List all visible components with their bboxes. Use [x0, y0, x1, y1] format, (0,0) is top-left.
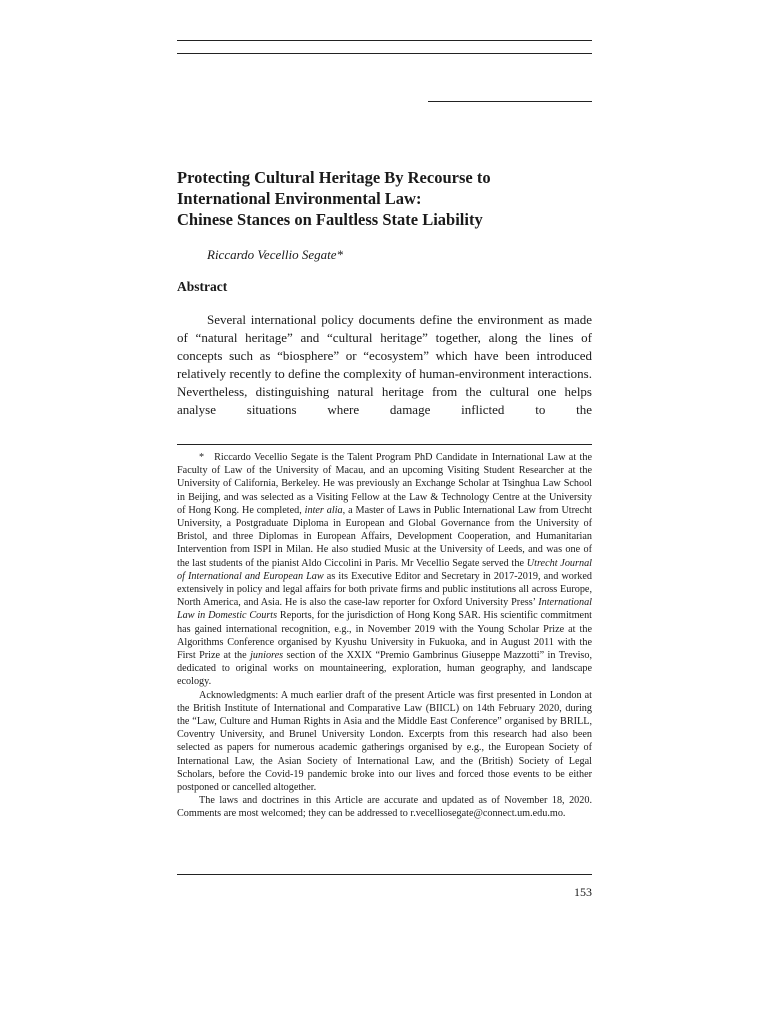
article-title-line-2: International Environmental Law:: [177, 189, 422, 208]
currency-note-footnote: The laws and doctrines in this Article are accurate and updated as of November 18, 2020. Comments are most welcomed; they can be addressed to r.vecelliosegate@connect.um.edu.mo.: [177, 795, 592, 820]
bio-italic-inter-alia: inter alia: [304, 504, 343, 516]
bio-italic-utrecht-journal: Utrecht Journal of International and European Law: [177, 557, 593, 582]
footnotes: [177, 451, 592, 821]
bio-text-4: Reports, for the jurisdiction of Hong Kong SAR. His scientific commitment has gained international recognition, e.g., in November 2019 with the Young Scholar Prize at the Algorithms Conference organised by Kyushu University in Fukuoka, and in August 2011 with the First Prize at the: [177, 610, 592, 662]
article-title: [177, 167, 592, 230]
footnote-marker: *: [199, 452, 205, 463]
footer-rule: [177, 874, 592, 875]
header-rule-top: [177, 40, 592, 41]
author-bio-footnote: [177, 451, 592, 689]
acknowledgments-footnote: Acknowledgments: A much earlier draft of the present Article was first presented in London at the British Institute of International and Comparative Law (BIICL) on 14th February 2020, during the “Law, Culture and Human Rights in Asia and the Middle East Conference” organised by BRILL, Coventry University, and Brunel University London. Excerpts from this research had also been selected as papers for numerous academic gatherings organised by e.g., the European Society of International Law, the Asian Society of International Law, and the (British) Society of Legal Scholars, before the Covid-19 pandemic broke into our lives and forced those events to be either postponed or cancelled altogether.: [177, 689, 592, 794]
author-byline: Riccardo Vecellio Segate*: [207, 247, 343, 262]
abstract-paragraph: Several international policy documents define the environment as made of “natural heritage” and “cultural heritage” together, along the lines of concepts such as “biosphere” or “ecosystem” which have been introduced relatively recently to define the complexity of human-environment interactions. Nevertheless, distinguishing natural heritage from the cultural one helps analyse situations where damage inflicted to the: [177, 312, 592, 417]
bio-text-3: as its Executive Editor and Secretary in 2017-2019, and worked extensively in policy and legal affairs for both private firms and public institutions all across Europe, North America, and Asia. He is also the case-law reporter for Oxford University Press’: [177, 570, 592, 609]
abstract-heading: Abstract: [177, 279, 228, 294]
page-number: 153: [574, 885, 592, 899]
bio-italic-juniores: juniores: [250, 650, 284, 662]
bio-text-5: section of the XXIX “Premio Gambrinus Giuseppe Mazzotti” in Treviso, dedicated to original works on mountaineering, exploration, human geography, and landscape ecology.: [177, 650, 593, 688]
bio-text-2: , a Master of Laws in Public International Law from Utrecht University, a Postgraduate Diploma in European and Global Governance from the University of Bristol, and three Diplomas in European Affairs, Development Cooperation, and Humanitarian Intervention from ISPI in Milan. He also studied Music at the University of Leeds, and was one of the last students of the pianist Aldo Ciccolini in Paris. Mr Vecellio Segate served the: [177, 504, 593, 569]
header-rule-short: [428, 101, 592, 102]
article-title-line-1: Protecting Cultural Heritage By Recourse to: [177, 168, 491, 187]
footnote-separator: [177, 444, 592, 445]
bio-text-1: Riccardo Vecellio Segate is the Talent Program PhD Candidate in International Law at the Faculty of Law of the University of Macau, and an upcoming Visiting Student Researcher at the University of California, Berkeley. He was previously an Exchange Scholar at Tsinghua Law School in Beijing, and was selected as a Visiting Fellow at the Law & Technology Centre at the University of Hong Kong. He completed,: [177, 452, 592, 516]
abstract-body: [177, 311, 592, 419]
header-rule-second: [177, 53, 592, 54]
bio-italic-ildc: International Law in Domestic Courts: [177, 597, 592, 622]
article-title-line-3: Chinese Stances on Faultless State Liability: [177, 210, 483, 229]
